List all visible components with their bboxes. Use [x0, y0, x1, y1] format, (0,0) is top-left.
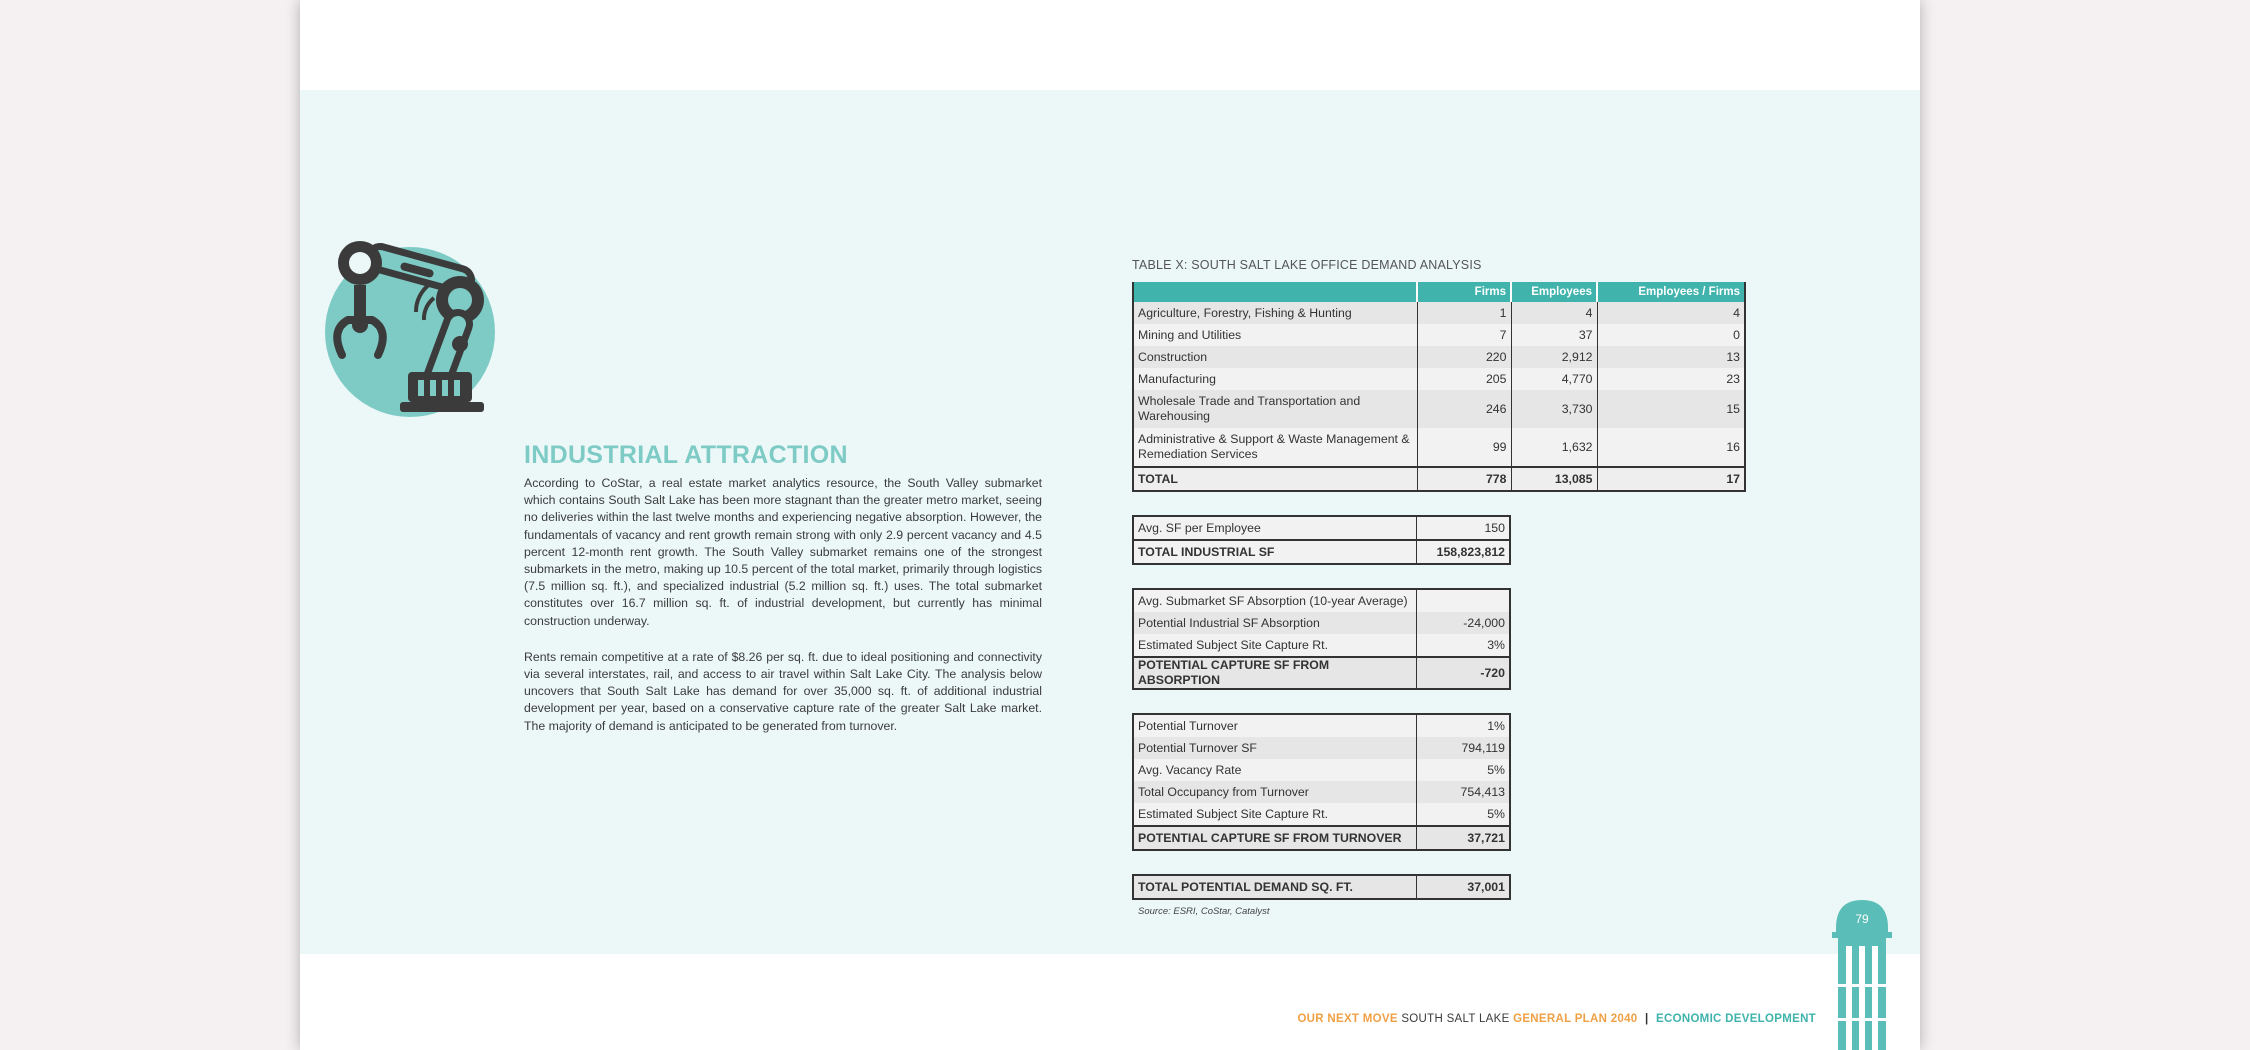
table-cell: Construction	[1133, 346, 1417, 368]
industry-table	[1132, 282, 1746, 492]
table-cell: -720	[1417, 657, 1511, 689]
table-cell: Estimated Subject Site Capture Rt.	[1133, 803, 1417, 826]
robot-arm-icon	[320, 240, 500, 420]
paragraph: Rents remain competitive at a rate of $8.26 per sq. ft. due to ideal positioning and connectivity via several interstates, rail, and access to air travel within Salt Lake City. The analysis below uncovers that South Salt Lake has demand for over 35,000 sq. ft. of additional industrial development per year, based on a conservative capture rate of the greater Salt Lake market. The majority of demand is anticipated to be generated from turnover.	[524, 649, 1042, 733]
table-header-row	[1133, 282, 1745, 302]
table-cell: Potential Turnover	[1133, 714, 1417, 737]
table-row	[1133, 516, 1510, 540]
table-cell: 4,770	[1511, 368, 1597, 390]
content-band	[300, 90, 1920, 954]
table-cell: 17	[1597, 467, 1745, 491]
table-cell: -24,000	[1417, 612, 1511, 634]
table-cell: Avg. Vacancy Rate	[1133, 759, 1417, 781]
table-cell: 3,730	[1511, 390, 1597, 428]
table-cell: 754,413	[1417, 781, 1511, 803]
table-total-row	[1133, 540, 1510, 564]
table-cell: TOTAL	[1133, 467, 1417, 491]
source-note: Source: ESRI, CoStar, Catalyst	[1138, 906, 1270, 917]
footer-plan: GENERAL PLAN 2040	[1513, 1013, 1638, 1025]
column-header: Employees	[1511, 282, 1597, 302]
turnover-table	[1132, 713, 1511, 851]
table-cell: 220	[1417, 346, 1511, 368]
table-row	[1133, 302, 1745, 324]
sf-table	[1132, 515, 1511, 565]
table-row	[1133, 346, 1745, 368]
footer-tagline: OUR NEXT MOVE	[1297, 1013, 1398, 1025]
table-cell: 794,119	[1417, 737, 1511, 759]
demand-analysis-tables	[1132, 258, 1746, 917]
table-cell: TOTAL INDUSTRIAL SF	[1133, 540, 1417, 564]
table-title: TABLE X: SOUTH SALT LAKE OFFICE DEMAND ANALYSIS	[1132, 258, 1482, 272]
table-cell: 0	[1597, 324, 1745, 346]
table-cell: 99	[1417, 428, 1511, 467]
table-cell: 1,632	[1511, 428, 1597, 467]
table-row	[1133, 737, 1510, 759]
footer-city: SOUTH SALT LAKE	[1401, 1013, 1510, 1025]
table-cell: 246	[1417, 390, 1511, 428]
table-cell: Mining and Utilities	[1133, 324, 1417, 346]
table-cell: 15	[1597, 390, 1745, 428]
text-column	[524, 440, 1042, 754]
table-cell: 778	[1417, 467, 1511, 491]
footer-separator: |	[1644, 1013, 1649, 1025]
table-cell: 7	[1417, 324, 1511, 346]
table-cell: 3%	[1417, 634, 1511, 657]
column-header	[1133, 282, 1417, 302]
total-demand-table	[1132, 874, 1511, 900]
table-cell: 23	[1597, 368, 1745, 390]
table-cell: 37,001	[1417, 875, 1511, 899]
table-row	[1133, 714, 1510, 737]
table-row	[1133, 781, 1510, 803]
column-header: Firms	[1417, 282, 1511, 302]
section-title: INDUSTRIAL ATTRACTION	[524, 441, 848, 469]
table-cell: 5%	[1417, 803, 1511, 826]
table-cell: 2,912	[1511, 346, 1597, 368]
paragraph: According to CoStar, a real estate market analytics resource, the South Valley submarket which contains South Salt Lake has been more stagnant than the greater metro market, seeing no deliveries within the last twelve months and experiencing negative absorption. However, the fundamentals of vacancy and rent growth remain strong with only 2.9 percent vacancy and 4.5 percent 12-month rent growth. The South Valley submarket remains one of the strongest submarkets in the metro, making up 10.5 percent of the total market, primarily through logistics (7.5 million sq. ft.), and specialized industrial (5.2 million sq. ft.) uses. The total submarket constitutes over 16.7 million sq. ft. of industrial development, but currently has minimal construction underway.	[524, 476, 1042, 628]
table-cell: Potential Industrial SF Absorption	[1133, 612, 1417, 634]
footer	[1297, 1013, 1816, 1025]
table-cell: 13	[1597, 346, 1745, 368]
table-cell: 1	[1417, 302, 1511, 324]
absorption-table	[1132, 588, 1511, 690]
table-cell: 4	[1597, 302, 1745, 324]
footer-section: ECONOMIC DEVELOPMENT	[1656, 1013, 1816, 1025]
table-cell: Wholesale Trade and Transportation and Warehousing	[1133, 390, 1417, 428]
table-cell: Avg. Submarket SF Absorption (10-year Average)	[1133, 589, 1417, 612]
table-cell: Potential Turnover SF	[1133, 737, 1417, 759]
table-row	[1133, 324, 1745, 346]
table-row	[1133, 612, 1510, 634]
page-number: 79	[1855, 912, 1869, 926]
table-row	[1133, 759, 1510, 781]
table-row	[1133, 634, 1510, 657]
table-cell: 37,721	[1417, 826, 1511, 850]
table-cell: Agriculture, Forestry, Fishing & Hunting	[1133, 302, 1417, 324]
table-cell: Total Occupancy from Turnover	[1133, 781, 1417, 803]
table-row	[1133, 428, 1745, 467]
table-cell: Estimated Subject Site Capture Rt.	[1133, 634, 1417, 657]
table-cell: POTENTIAL CAPTURE SF FROM ABSORPTION	[1133, 657, 1417, 689]
table-row	[1133, 368, 1745, 390]
table-cell: TOTAL POTENTIAL DEMAND SQ. FT.	[1133, 875, 1417, 899]
table-row	[1133, 390, 1745, 428]
table-cell: Avg. SF per Employee	[1133, 516, 1417, 540]
table-total-row	[1133, 657, 1510, 689]
table-cell: 158,823,812	[1417, 540, 1511, 564]
table-cell	[1417, 589, 1511, 612]
table-cell: 5%	[1417, 759, 1511, 781]
table-cell: 205	[1417, 368, 1511, 390]
table-cell: 37	[1511, 324, 1597, 346]
table-total-row	[1133, 826, 1510, 850]
document-page	[300, 0, 1920, 1050]
table-cell: 4	[1511, 302, 1597, 324]
table-cell: 16	[1597, 428, 1745, 467]
column-header: Employees / Firms	[1597, 282, 1745, 302]
table-total-row	[1133, 875, 1510, 899]
table-cell: POTENTIAL CAPTURE SF FROM TURNOVER	[1133, 826, 1417, 850]
table-cell: 13,085	[1511, 467, 1597, 491]
table-cell: Administrative & Support & Waste Management & Remediation Services	[1133, 428, 1417, 467]
table-cell: Manufacturing	[1133, 368, 1417, 390]
table-row	[1133, 589, 1510, 612]
table-row	[1133, 803, 1510, 826]
table-total-row	[1133, 467, 1745, 491]
table-cell: 1%	[1417, 714, 1511, 737]
table-cell: 150	[1417, 516, 1511, 540]
